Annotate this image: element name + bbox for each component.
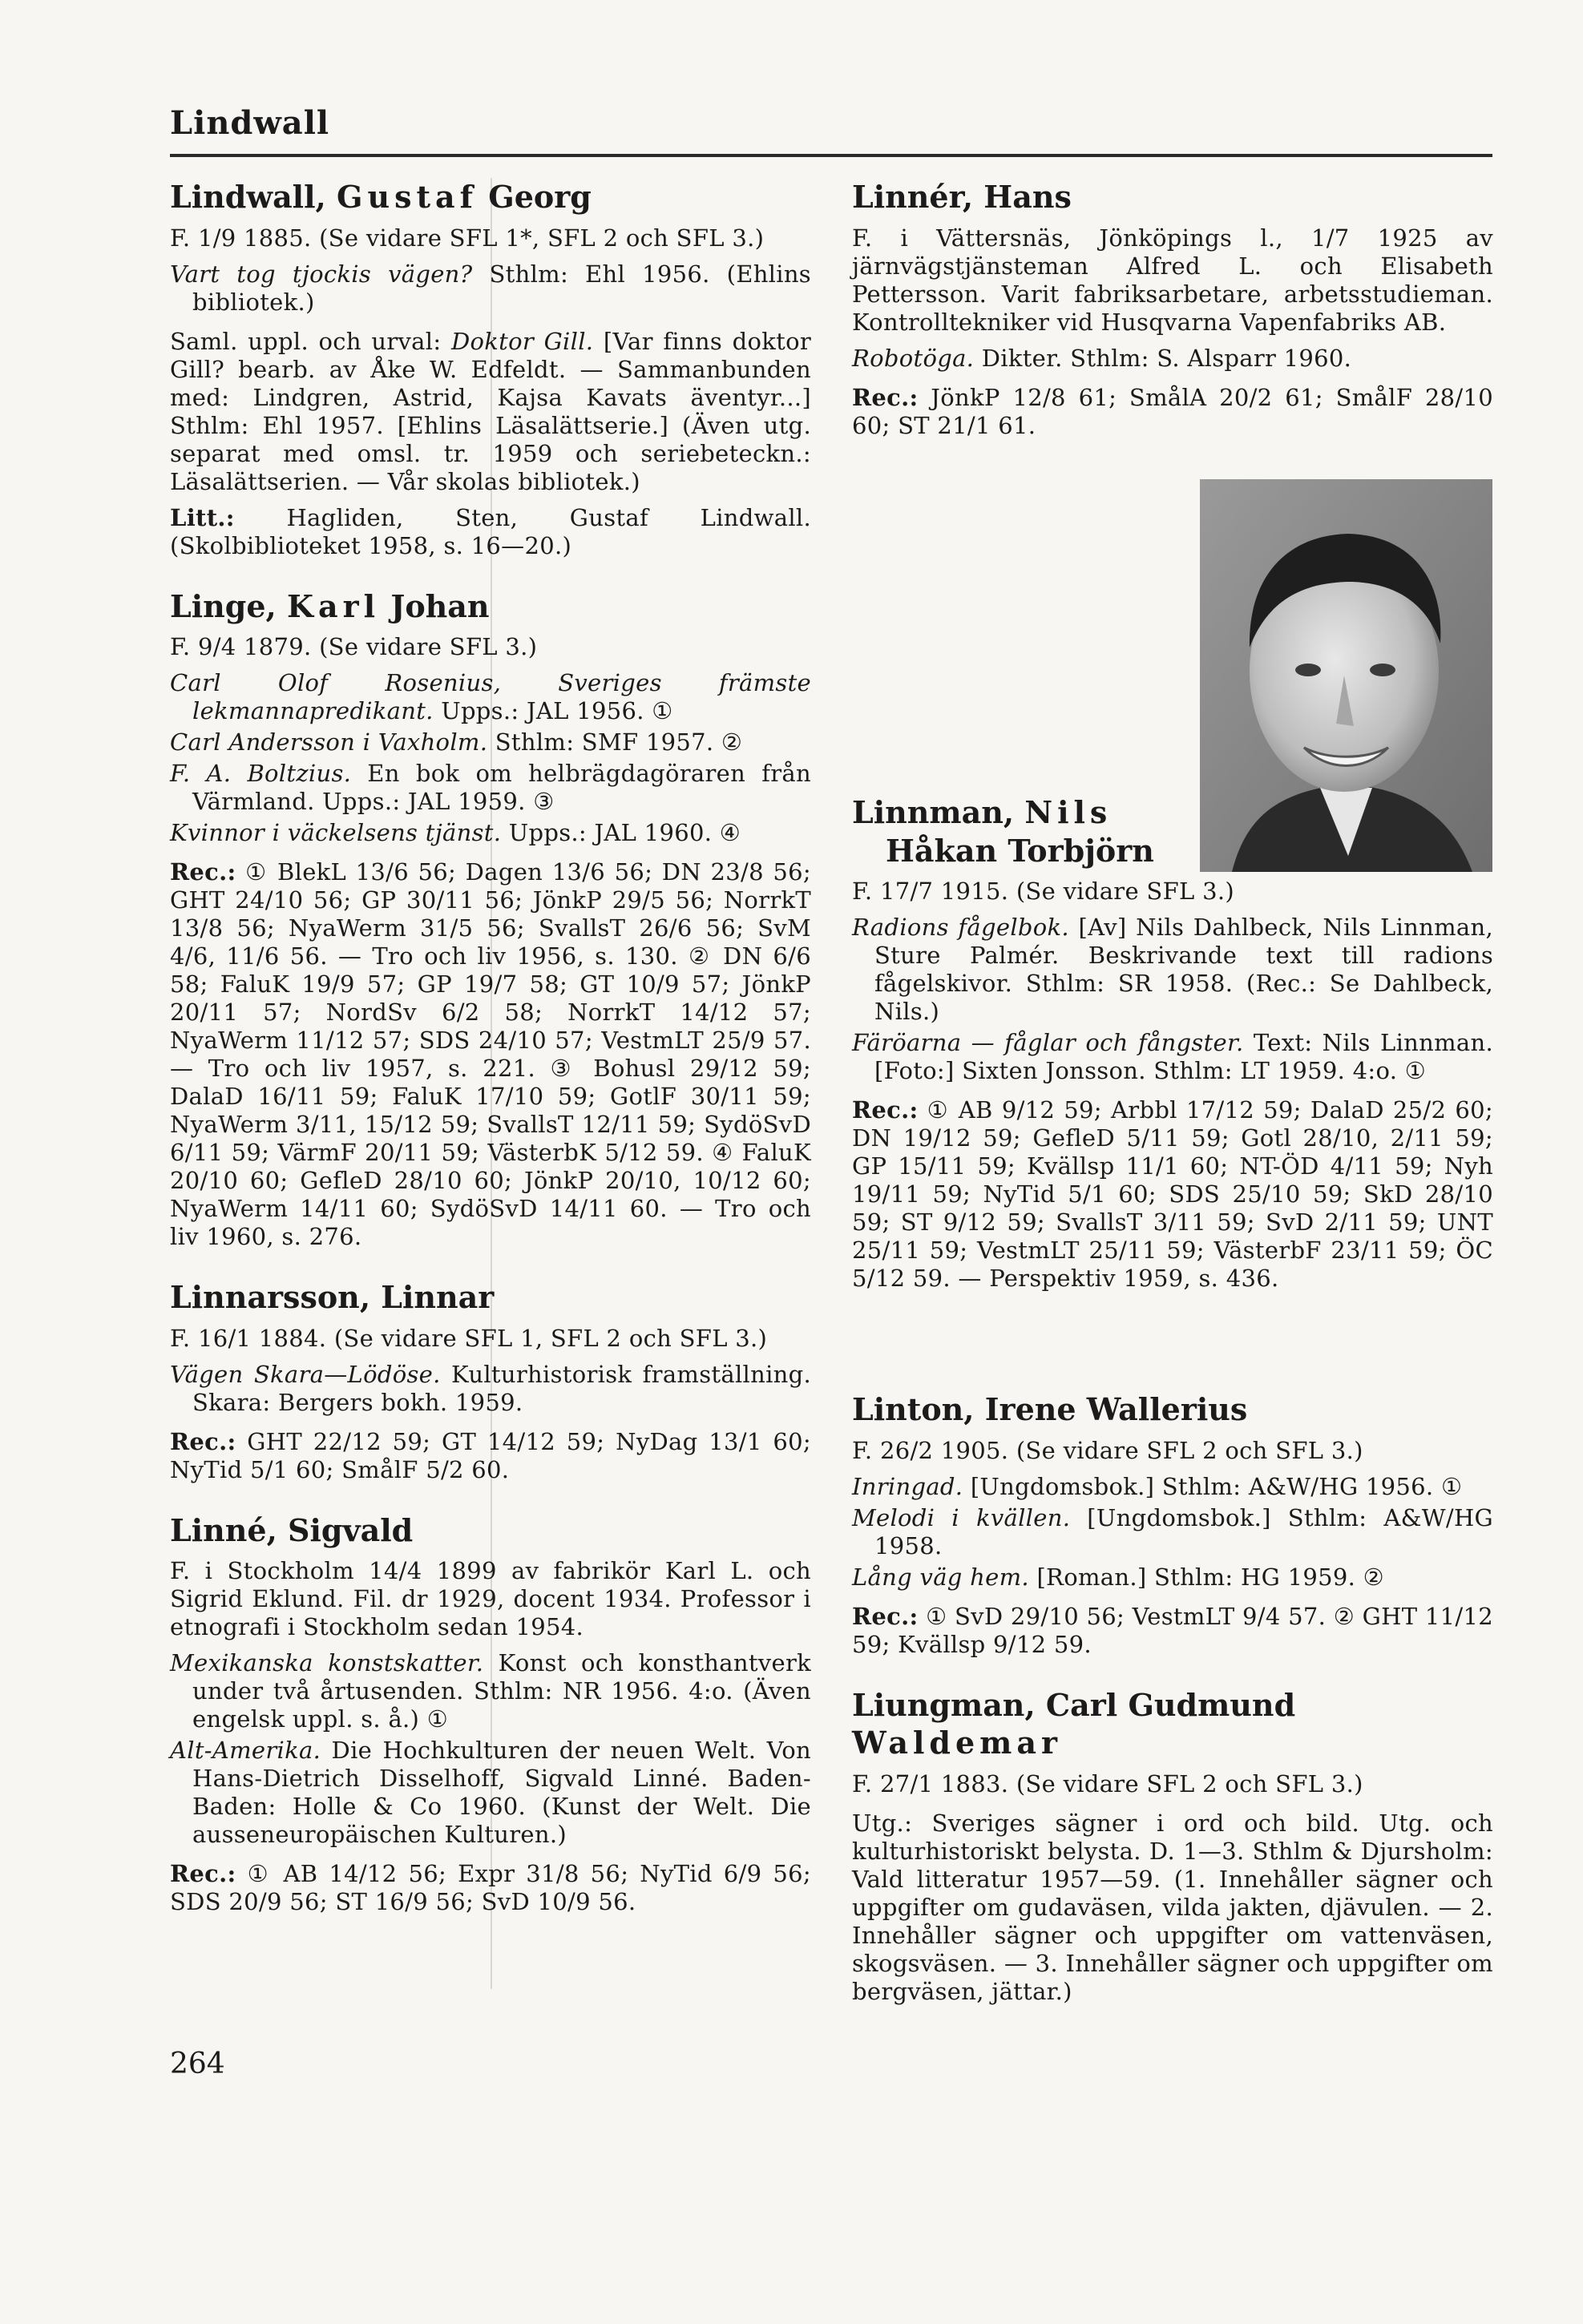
portrait-image	[1200, 479, 1492, 872]
entry-name: Linné, Sigvald	[170, 1511, 414, 1548]
work-item: Inringad. [Ungdomsbok.] Sthlm: A&W/HG 1956. ①	[852, 1472, 1463, 1500]
collected-editions: Saml. uppl. och urval: Doktor Gill. [Var finns doktor Gill? bearb. av Åke W. Edfeldt. — Sammanbunden med: Lindgren, Astrid, Kajsa Kavats äventyr...] Sthlm: Ehl 1957. [Ehlins Läsalättserie.] (Även utg. separat med omsl. tr. 1959 och seriebeteckn.: Läsalättserien. — Vår skolas bibliotek.)	[170, 327, 811, 495]
work-item: Alt-Amerika. Die Hochkulturen der neuen Welt. Von Hans-Dietrich Disselhoff, Sigvald Linné. Baden-Baden: Holle & Co 1960. (Kunst der Welt. Die ausseneuropäischen Kulturen.)	[170, 1737, 811, 1848]
entry-linner	[852, 178, 1493, 440]
entry-linnman-name: Linnman, Nils Håkan Torbjörn	[852, 794, 1154, 869]
work-item: Carl Olof Rosenius, Sveriges främste lekmannapredikant. Upps.: JAL 1956. ①	[170, 669, 811, 724]
work-item: Färöarna — fåglar och fångster. Text: Nils Linnman. [Foto:] Sixten Jonsson. Sthlm: LT 1959. 4:o. ①	[852, 1029, 1493, 1084]
work-item: Mexikanska konstskatter. Konst och konsthantverk under två årtusenden. Sthlm: NR 1956. 4:o. (Även engelsk uppl. s. å.) ①	[170, 1649, 811, 1733]
work-item: Kvinnor i väckelsens tjänst. Upps.: JAL 1960. ④	[170, 819, 741, 846]
entry-bio: F. 1/9 1885. (Se vidare SFL 1*, SFL 2 och SFL 3.)	[170, 224, 765, 252]
work-item: Radions fågelbok. [Av] Nils Dahlbeck, Nils Linnman, Sture Palmér. Beskrivande text till radions fågelskivor. Sthlm: SR 1958. (Rec.: Se Dahlbeck, Nils.)	[852, 914, 1493, 1025]
entry-bio: F. 26/2 1905. (Se vidare SFL 2 och SFL 3.)	[852, 1436, 1363, 1464]
entry-name: Linnarsson, Linnar	[170, 1279, 495, 1315]
entry-name: Linton, Irene Wallerius	[852, 1391, 1248, 1427]
reviews: Rec.: ① AB 14/12 56; Expr 31/8 56; NyTid 6/9 56; SDS 20/9 56; ST 16/9 56; SvD 10/9 56.	[170, 1860, 811, 1915]
literature-note: Litt.: Hagliden, Sten, Gustaf Lindwall. (Skolbiblioteket 1958, s. 16—20.)	[170, 503, 811, 559]
entry-bio: F. i Stockholm 14/4 1899 av fabrikör Karl L. och Sigrid Eklund. Fil. dr 1929, docent 1934. Professor i etnografi i Stockholm sedan 1954.	[170, 1557, 811, 1640]
work-item: Melodi i kvällen. [Ungdomsbok.] Sthlm: A&W/HG 1958.	[852, 1503, 1494, 1559]
entry-name: Linge, Karl Johan	[170, 587, 490, 624]
entry-name: Linnér, Hans	[852, 179, 1072, 215]
work-item: Robotöga. Dikter. Sthlm: S. Alsparr 1960.	[852, 344, 1352, 372]
work-item: Carl Andersson i Vaxholm. Sthlm: SMF 1957. ②	[170, 728, 743, 756]
reviews: Rec.: ① BlekL 13/6 56; Dagen 13/6 56; DN 23/8 56; GHT 24/10 56; GP 30/11 56; JönkP 29/5 56; NorrkT 13/8 56; NyaWerm 31/5 56; SvallsT 26/6 56; SvM 4/6, 11/6 56. — Tro och liv 1956, s. 130. ② DN 6/6 58; FaluK 19/9 57; GP 19/7 58; GT 10/9 57; JönkP 20/11 57; NordSv 6/2 58; NorrkT 14/12 57; NyaWerm 11/12 57; SDS 24/10 57; VestmLT 25/9 57. — Tro och liv 1957, s. 221. ③ Bohusl 29/12 59; DalaD 16/11 59; FaluK 17/10 59; GotlF 30/11 59; NyaWerm 3/11, 15/12 59; SvallsT 12/11 59; SydöSvD 6/11 59; VärmF 20/11 59; VästerbK 5/12 59. ④ FaluK 20/10 60; GefleD 28/10 60; JönkP 20/10, 10/12 60; NyaWerm 14/11 60; SydöSvD 14/11 60. — Tro och liv 1960, s. 276.	[170, 858, 811, 1250]
entry-bio: F. 17/7 1915. (Se vidare SFL 3.)	[852, 878, 1234, 905]
page-number: 264	[170, 2048, 225, 2080]
header-rule	[170, 154, 1492, 157]
entry-lindwall	[170, 178, 811, 560]
work-item: Vart tog tjockis vägen? Sthlm: Ehl 1956. (Ehlins bibliotek.)	[170, 260, 811, 316]
reviews: Rec.: ① SvD 29/10 56; VestmLT 9/4 57. ② GHT 11/12 59; Kvällsp 9/12 59.	[852, 1602, 1493, 1658]
work-item: Lång väg hem. [Roman.] Sthlm: HG 1959. ②	[852, 1563, 1384, 1591]
right-column-lower	[852, 1390, 1493, 2033]
entry-linne	[170, 1511, 811, 1917]
editions-note: Utg.: Sveriges sägner i ord och bild. Utg. och kulturhistoriskt belysta. D. 1—3. Sthlm & Djursholm: Vald litteratur 1957—59. (1. Innehåller sägner och uppgifter om gudaväsen, vilda jakten, djävulen. — 2. Innehåller sägner och uppgifter om vattenväsen, skogsväsen. — 3. Innehåller sägner och uppgifter om bergväsen, jättar.)	[852, 1809, 1493, 2005]
reviews: Rec.: GHT 22/12 59; GT 14/12 59; NyDag 13/1 60; NyTid 5/1 60; SmålF 5/2 60.	[170, 1427, 811, 1483]
entry-linnarsson	[170, 1278, 811, 1484]
work-item: Vägen Skara—Lödöse. Kulturhistorisk framställning. Skara: Bergers bokh. 1959.	[170, 1360, 812, 1416]
entry-linton	[852, 1390, 1493, 1659]
work-item: F. A. Boltzius. En bok om helbrägdagöraren från Värmland. Upps.: JAL 1959. ③	[170, 760, 811, 815]
left-column	[170, 178, 811, 1943]
right-column	[852, 178, 1493, 467]
running-head: Lindwall	[170, 104, 330, 142]
reviews: Rec.: JönkP 12/8 61; SmålA 20/2 61; SmålF 28/10 60; ST 21/1 61.	[852, 383, 1493, 439]
entry-bio: F. 27/1 1883. (Se vidare SFL 2 och SFL 3.)	[852, 1769, 1363, 1797]
portrait-photo	[1200, 479, 1492, 872]
entry-name: Lindwall, Gustaf Georg	[170, 179, 592, 215]
entry-linnman	[852, 878, 1493, 1301]
entry-bio: F. 16/1 1884. (Se vidare SFL 1, SFL 2 och SFL 3.)	[170, 1324, 768, 1352]
reviews: Rec.: ① AB 9/12 59; Arbbl 17/12 59; DalaD 25/2 60; DN 19/12 59; GefleD 5/11 59; Gotl 28/10, 2/11 59; GP 15/11 59; Kvällsp 11/1 60; NT-ÖD 4/11 59; Nyh 19/11 59; NyTid 5/1 60; SDS 25/10 59; SkD 28/10 59; ST 9/12 59; SvallsT 3/11 59; SvD 2/11 59; UNT 25/11 59; VestmLT 25/11 59; VästerbF 23/11 59; ÖC 5/12 59. — Perspektiv 1959, s. 436.	[852, 1096, 1493, 1292]
entry-bio: F. i Vättersnäs, Jönköpings l., 1/7 1925 av järnvägstjänsteman Alfred L. och Elisabeth Pettersson. Varit fabriksarbetare, arbetsstudieman. Kontrolltekniker vid Husqvarna Vapenfabriks AB.	[852, 224, 1493, 336]
entry-liungman	[852, 1686, 1493, 2006]
entry-name: Liungman, Carl Gudmund Waldemar	[852, 1686, 1296, 1761]
entry-linge	[170, 587, 811, 1252]
entry-bio: F. 9/4 1879. (Se vidare SFL 3.)	[170, 633, 538, 660]
